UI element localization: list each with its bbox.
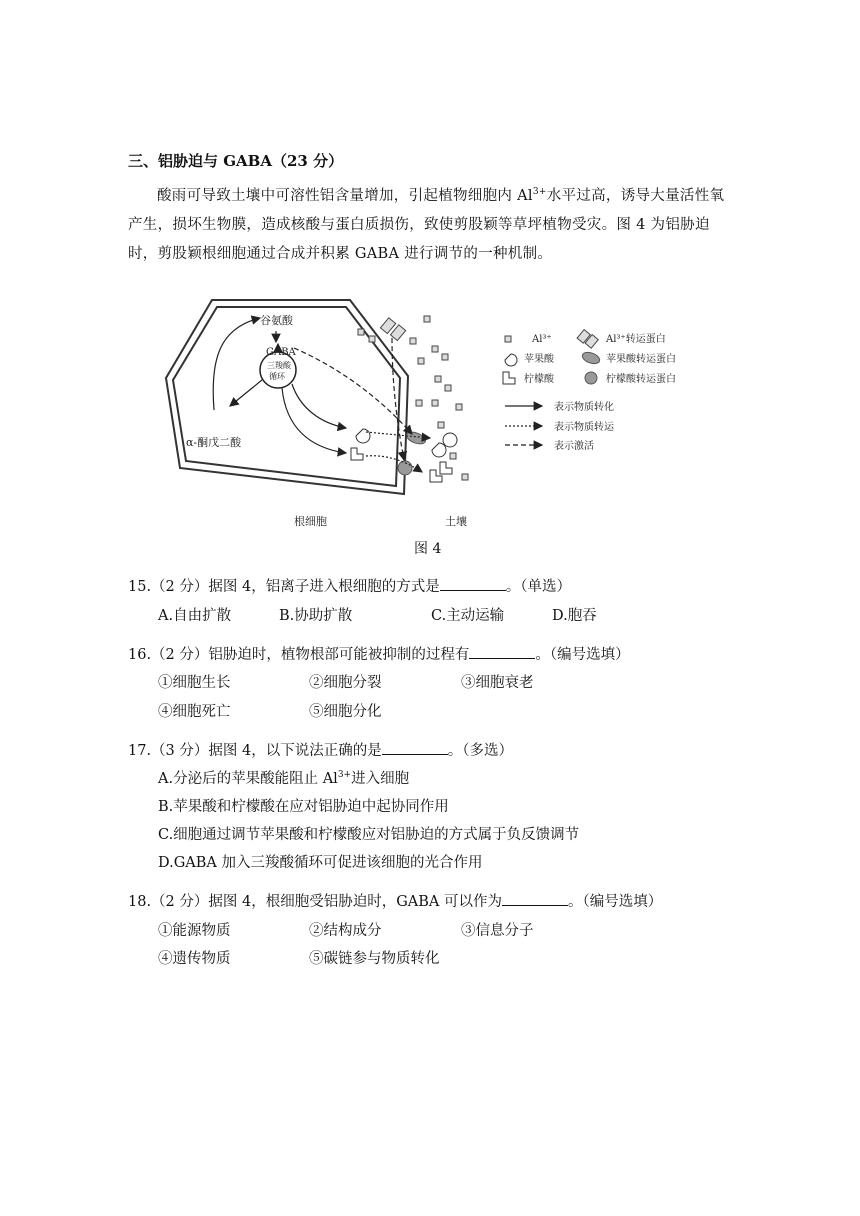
legend-citrate: 柠檬酸 [524, 374, 554, 385]
q18-option-1: ①能源物质 [158, 923, 231, 939]
q18-option-5: ⑤碳链参与物质转化 [309, 951, 440, 967]
answer-blank[interactable] [502, 891, 568, 906]
al-transporter-icon [380, 318, 405, 341]
q18-option-3: ③信息分子 [461, 923, 534, 939]
legend-activation: 表示激活 [554, 441, 594, 452]
label-gaba: GABA [266, 347, 296, 358]
cell-wall-outer [166, 300, 408, 494]
q17-option-c: C.细胞通过调节苹果酸和柠檬酸应对铝胁迫的方式属于负反馈调节 [158, 827, 580, 843]
q16-option-5: ⑤细胞分化 [309, 704, 382, 720]
q15-option-d: D.胞吞 [552, 608, 597, 624]
legend-citrate-transporter: 柠檬酸转运蛋白 [606, 374, 676, 385]
label-tca-1: 三羧酸 [267, 361, 291, 370]
malate-transporter-icon [405, 430, 427, 446]
q16-option-3: ③细胞衰老 [461, 675, 534, 691]
q15-option-c: C.主动运输 [431, 608, 505, 624]
legend-transport: 表示物质转运 [554, 422, 614, 433]
legend [503, 330, 676, 452]
label-soil: 土壤 [445, 515, 467, 528]
answer-blank[interactable] [469, 644, 535, 659]
q18-option-4: ④遗传物质 [158, 951, 231, 967]
label-tca-2: 循环 [269, 372, 285, 381]
section-title: 三、铝胁迫与 GABA（23 分） [128, 152, 344, 170]
legend-al-transporter: Al³⁺转运蛋白 [606, 334, 666, 345]
question-16-stem: 16.（2 分）铝胁迫时，植物根部可能被抑制的过程有 。（编号选填） [128, 643, 630, 664]
legend-malate-transporter: 苹果酸转运蛋白 [606, 354, 676, 365]
q16-option-4: ④细胞死亡 [158, 704, 231, 720]
q16-option-1: ①细胞生长 [158, 675, 231, 691]
question-17-stem: 17.（3 分）据图 4，以下说法正确的是 。（多选） [128, 739, 513, 760]
legend-conversion: 表示物质转化 [554, 402, 614, 413]
q16-option-2: ②细胞分裂 [309, 675, 382, 691]
citrate-transporter-icon [398, 461, 412, 475]
answer-blank[interactable] [440, 576, 506, 591]
legend-al: Al³⁺ [532, 334, 552, 345]
label-glutamate: 谷氨酸 [260, 314, 293, 327]
mechanism-diagram [160, 288, 720, 558]
figure-caption: 图 4 [414, 541, 442, 557]
label-root-cell: 根细胞 [294, 515, 327, 528]
label-akg: α-酮戊二酸 [186, 436, 242, 449]
q17-option-b: B.苹果酸和柠檬酸在应对铝胁迫中起协同作用 [158, 799, 449, 815]
legend-malate: 苹果酸 [524, 354, 554, 365]
q17-option-a: A.分泌后的苹果酸能阻止 $Al^{3+}$进入细胞 [158, 770, 410, 787]
question-15-stem: 15.（2 分）据图 4，铝离子进入根细胞的方式是 。（单选） [128, 575, 571, 596]
q17-option-d: D.GABA 加入三羧酸循环可促进该细胞的光合作用 [158, 855, 483, 871]
intro-paragraph: 酸雨可导致土壤中可溶性铝含量增加，引起植物细胞内 $Al^{3+}$水平过高，诱导大量活性氧产生，损坏生物膜，造成核酸与蛋白质损伤，致使剪股颖等草坪植物受灾。图 4 为铝胁迫时，剪股颖根细胞通过合成并积累 GABA 进行调节的一种机制。 [128, 187, 725, 262]
cell-wall-inner [173, 307, 400, 486]
question-18-stem: 18.（2 分）据图 4，根细胞受铝胁迫时，GABA 可以作为 。（编号选填） [128, 890, 662, 911]
q18-option-2: ②结构成分 [309, 923, 382, 939]
q15-option-a: A.自由扩散 [158, 608, 232, 624]
figure-4 [160, 288, 720, 558]
answer-blank[interactable] [382, 740, 448, 755]
q15-option-b: B.协助扩散 [279, 608, 353, 624]
